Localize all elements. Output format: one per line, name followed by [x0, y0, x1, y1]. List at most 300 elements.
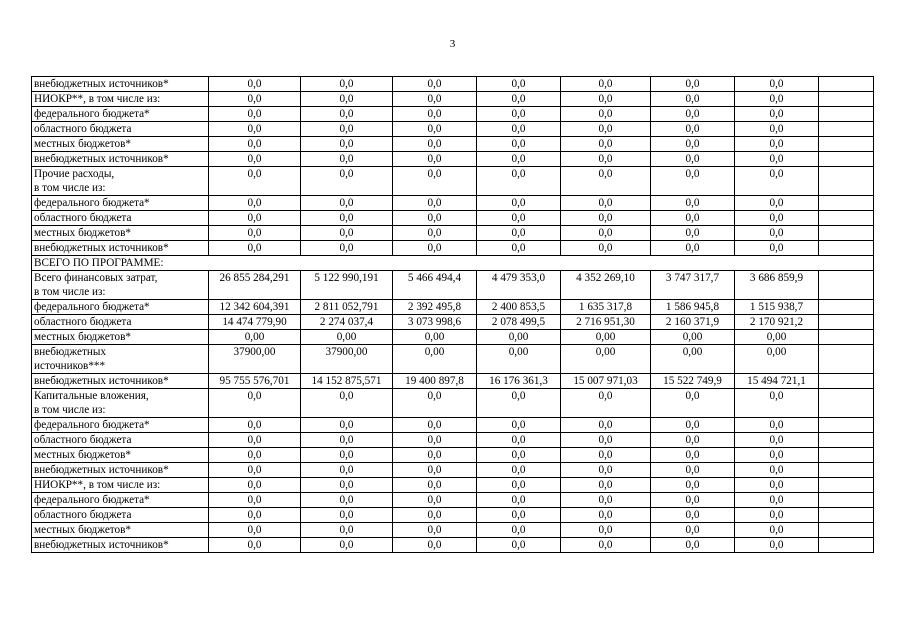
value-cell: 0,00: [301, 330, 393, 345]
value-cell: 0,0: [209, 508, 301, 523]
value-cell: 0,0: [477, 211, 561, 226]
row-label-line: федерального бюджета*: [34, 197, 150, 209]
row-label-line: Капитальные вложения,: [34, 390, 149, 402]
value-cell: 0,0: [561, 92, 651, 107]
row-label-line: федерального бюджета*: [34, 419, 150, 431]
row-label-line: НИОКР**, в том числе из:: [34, 479, 161, 491]
value-cell: [819, 92, 874, 107]
value-cell: 0,0: [651, 418, 735, 433]
row-label-line: местных бюджетов*: [34, 138, 132, 150]
value-cell: 0,0: [735, 152, 819, 167]
row-label: [32, 152, 209, 167]
value-cell: 0,0: [209, 137, 301, 152]
value-cell: 0,0: [735, 523, 819, 538]
table-row: [32, 345, 874, 374]
value-cell: 0,0: [301, 167, 393, 196]
row-label: [32, 137, 209, 152]
value-cell: 0,0: [209, 241, 301, 256]
table-row: [32, 167, 874, 196]
value-cell: 0,0: [561, 508, 651, 523]
value-cell: 0,0: [477, 77, 561, 92]
row-label-line: областного бюджета: [34, 509, 132, 521]
value-cell: 0,0: [209, 389, 301, 418]
value-cell: 0,0: [651, 211, 735, 226]
value-cell: 0,0: [651, 122, 735, 137]
row-label-line: внебюджетных источников*: [34, 539, 169, 551]
value-cell: 0,0: [735, 122, 819, 137]
value-cell: 3 073 998,6: [393, 315, 477, 330]
value-cell: [819, 389, 874, 418]
table-row: [32, 538, 874, 553]
value-cell: [819, 345, 874, 374]
value-cell: 0,0: [651, 523, 735, 538]
value-cell: 0,0: [393, 478, 477, 493]
value-cell: 0,0: [735, 433, 819, 448]
value-cell: 0,0: [477, 92, 561, 107]
value-cell: 0,0: [301, 389, 393, 418]
value-cell: 2 274 037,4: [301, 315, 393, 330]
value-cell: 2 392 495,8: [393, 300, 477, 315]
value-cell: 0,0: [209, 478, 301, 493]
value-cell: 0,0: [735, 196, 819, 211]
value-cell: 0,0: [651, 107, 735, 122]
value-cell: 0,00: [477, 345, 561, 374]
value-cell: 0,00: [393, 345, 477, 374]
value-cell: 0,0: [651, 478, 735, 493]
value-cell: 0,0: [735, 448, 819, 463]
value-cell: 0,0: [301, 463, 393, 478]
value-cell: 2 811 052,791: [301, 300, 393, 315]
value-cell: 0,0: [477, 196, 561, 211]
page-number: 3: [449, 38, 456, 50]
value-cell: 0,0: [651, 448, 735, 463]
table-row: [32, 300, 874, 315]
value-cell: [819, 330, 874, 345]
table-row: [32, 196, 874, 211]
section-heading: ВСЕГО ПО ПРОГРАММЕ:: [32, 256, 874, 271]
value-cell: 0,0: [735, 77, 819, 92]
row-label: [32, 271, 209, 300]
value-cell: 0,0: [477, 389, 561, 418]
value-cell: 0,0: [561, 137, 651, 152]
row-label-line: в том числе из:: [34, 404, 106, 416]
value-cell: 0,0: [735, 418, 819, 433]
value-cell: 0,0: [393, 137, 477, 152]
value-cell: 0,0: [209, 448, 301, 463]
row-label-line: внебюджетных источников*: [34, 78, 169, 90]
value-cell: 0,00: [735, 330, 819, 345]
table-row: [32, 448, 874, 463]
value-cell: 0,0: [477, 493, 561, 508]
table-row: [32, 478, 874, 493]
value-cell: [819, 508, 874, 523]
value-cell: 0,0: [301, 92, 393, 107]
value-cell: 0,0: [393, 77, 477, 92]
row-label-line: в том числе из:: [34, 286, 106, 298]
value-cell: 0,0: [301, 152, 393, 167]
row-label: [32, 196, 209, 211]
value-cell: 0,0: [209, 226, 301, 241]
value-cell: [819, 122, 874, 137]
value-cell: [819, 226, 874, 241]
value-cell: 0,0: [301, 418, 393, 433]
value-cell: [819, 418, 874, 433]
table-row: [32, 315, 874, 330]
value-cell: 0,0: [651, 389, 735, 418]
value-cell: 0,0: [393, 433, 477, 448]
value-cell: 0,00: [651, 345, 735, 374]
table-row: [32, 77, 874, 92]
value-cell: 0,0: [561, 122, 651, 137]
value-cell: 1 515 938,7: [735, 300, 819, 315]
value-cell: 0,0: [477, 137, 561, 152]
value-cell: 15 494 721,1: [735, 374, 819, 389]
value-cell: 0,0: [561, 211, 651, 226]
row-label-line: внебюджетных: [34, 346, 106, 358]
value-cell: 0,0: [393, 211, 477, 226]
value-cell: 0,0: [209, 433, 301, 448]
value-cell: 16 176 361,3: [477, 374, 561, 389]
value-cell: [819, 315, 874, 330]
row-label: [32, 389, 209, 418]
value-cell: 0,0: [209, 523, 301, 538]
value-cell: 0,0: [393, 107, 477, 122]
value-cell: 0,0: [393, 122, 477, 137]
table-row: [32, 152, 874, 167]
value-cell: 0,0: [735, 107, 819, 122]
table-row: [32, 211, 874, 226]
row-label: [32, 122, 209, 137]
value-cell: 0,0: [561, 418, 651, 433]
row-label: [32, 77, 209, 92]
row-label: [32, 374, 209, 389]
value-cell: 0,0: [393, 389, 477, 418]
row-label: [32, 523, 209, 538]
row-label-line: областного бюджета: [34, 123, 132, 135]
table-row: [32, 389, 874, 418]
value-cell: [819, 523, 874, 538]
value-cell: 0,0: [735, 167, 819, 196]
value-cell: 0,0: [209, 538, 301, 553]
value-cell: 12 342 604,391: [209, 300, 301, 315]
value-cell: 15 007 971,03: [561, 374, 651, 389]
value-cell: 0,0: [301, 523, 393, 538]
value-cell: 0,0: [477, 478, 561, 493]
value-cell: 0,0: [393, 523, 477, 538]
value-cell: 0,0: [477, 122, 561, 137]
row-label-line: местных бюджетов*: [34, 331, 132, 343]
value-cell: 0,0: [301, 107, 393, 122]
value-cell: 0,0: [209, 196, 301, 211]
value-cell: 0,0: [735, 508, 819, 523]
value-cell: 0,0: [477, 463, 561, 478]
value-cell: 0,00: [209, 330, 301, 345]
value-cell: 0,0: [561, 167, 651, 196]
table-row: [32, 256, 874, 271]
value-cell: 3 686 859,9: [735, 271, 819, 300]
table-row: [32, 330, 874, 345]
value-cell: [819, 300, 874, 315]
value-cell: 0,0: [651, 77, 735, 92]
value-cell: 0,0: [561, 448, 651, 463]
row-label: [32, 538, 209, 553]
value-cell: 0,0: [209, 167, 301, 196]
row-label-line: местных бюджетов*: [34, 227, 132, 239]
row-label: [32, 493, 209, 508]
value-cell: 0,0: [651, 167, 735, 196]
table-row: [32, 271, 874, 300]
value-cell: 0,0: [735, 463, 819, 478]
row-label: [32, 433, 209, 448]
row-label-line: местных бюджетов*: [34, 449, 132, 461]
value-cell: 0,0: [301, 448, 393, 463]
value-cell: 0,0: [561, 196, 651, 211]
row-label-line: в том числе из:: [34, 182, 106, 194]
value-cell: [819, 271, 874, 300]
value-cell: 0,0: [477, 508, 561, 523]
value-cell: 0,0: [561, 107, 651, 122]
value-cell: [819, 493, 874, 508]
value-cell: [819, 374, 874, 389]
value-cell: 0,0: [301, 241, 393, 256]
row-label-line: областного бюджета: [34, 316, 132, 328]
value-cell: 0,00: [561, 330, 651, 345]
value-cell: 0,0: [393, 241, 477, 256]
value-cell: 0,0: [301, 137, 393, 152]
value-cell: 0,0: [651, 196, 735, 211]
value-cell: 0,0: [477, 107, 561, 122]
value-cell: 0,0: [301, 226, 393, 241]
value-cell: 0,0: [301, 538, 393, 553]
value-cell: [819, 77, 874, 92]
table-row: [32, 374, 874, 389]
value-cell: 0,00: [477, 330, 561, 345]
row-label: [32, 241, 209, 256]
value-cell: 0,0: [561, 77, 651, 92]
value-cell: 0,0: [735, 493, 819, 508]
row-label-line: федерального бюджета*: [34, 494, 150, 506]
value-cell: 5 466 494,4: [393, 271, 477, 300]
value-cell: 0,0: [735, 137, 819, 152]
table-row: [32, 523, 874, 538]
value-cell: 0,00: [735, 345, 819, 374]
row-label-line: Прочие расходы,: [34, 168, 115, 180]
value-cell: 0,0: [651, 152, 735, 167]
value-cell: 0,0: [393, 493, 477, 508]
value-cell: 0,0: [561, 478, 651, 493]
value-cell: 0,0: [477, 418, 561, 433]
value-cell: 0,0: [651, 137, 735, 152]
value-cell: 0,0: [209, 107, 301, 122]
row-label: [32, 226, 209, 241]
value-cell: 0,0: [561, 226, 651, 241]
value-cell: 0,0: [393, 448, 477, 463]
value-cell: 0,0: [393, 92, 477, 107]
value-cell: 0,0: [477, 523, 561, 538]
value-cell: 0,0: [209, 77, 301, 92]
row-label: [32, 211, 209, 226]
value-cell: 1 635 317,8: [561, 300, 651, 315]
value-cell: 0,0: [393, 418, 477, 433]
table-row: [32, 107, 874, 122]
row-label-line: внебюджетных источников*: [34, 153, 169, 165]
row-label-line: НИОКР**, в том числе из:: [34, 93, 161, 105]
value-cell: 0,0: [301, 77, 393, 92]
value-cell: 3 747 317,7: [651, 271, 735, 300]
budget-table: [31, 76, 874, 553]
value-cell: 0,0: [561, 523, 651, 538]
row-label: [32, 167, 209, 196]
value-cell: 0,0: [393, 538, 477, 553]
table-row: [32, 418, 874, 433]
value-cell: 2 078 499,5: [477, 315, 561, 330]
value-cell: 0,0: [477, 538, 561, 553]
row-label-line: местных бюджетов*: [34, 524, 132, 536]
value-cell: 0,0: [393, 463, 477, 478]
value-cell: 0,0: [651, 226, 735, 241]
value-cell: 0,0: [477, 241, 561, 256]
value-cell: 95 755 576,701: [209, 374, 301, 389]
row-label-line: федерального бюджета*: [34, 108, 150, 120]
value-cell: 0,0: [735, 92, 819, 107]
row-label: [32, 345, 209, 374]
value-cell: 0,0: [209, 463, 301, 478]
value-cell: 26 855 284,291: [209, 271, 301, 300]
row-label: [32, 478, 209, 493]
value-cell: 0,0: [301, 122, 393, 137]
value-cell: 0,0: [393, 152, 477, 167]
value-cell: 2 716 951,30: [561, 315, 651, 330]
value-cell: 0,0: [561, 538, 651, 553]
value-cell: 0,0: [651, 241, 735, 256]
value-cell: 0,0: [651, 463, 735, 478]
table-row: [32, 433, 874, 448]
row-label-line: источников***: [34, 360, 106, 372]
value-cell: 0,0: [393, 196, 477, 211]
value-cell: 0,0: [651, 92, 735, 107]
value-cell: [819, 167, 874, 196]
value-cell: 0,0: [301, 433, 393, 448]
value-cell: 0,0: [651, 508, 735, 523]
value-cell: [819, 152, 874, 167]
value-cell: 0,0: [393, 167, 477, 196]
value-cell: 0,0: [209, 122, 301, 137]
value-cell: 0,0: [651, 538, 735, 553]
value-cell: 0,0: [561, 493, 651, 508]
value-cell: 37900,00: [209, 345, 301, 374]
row-label: [32, 107, 209, 122]
row-label-line: областного бюджета: [34, 212, 132, 224]
value-cell: 0,0: [735, 389, 819, 418]
table-row: [32, 137, 874, 152]
row-label: [32, 300, 209, 315]
value-cell: 0,0: [301, 508, 393, 523]
value-cell: 0,0: [735, 538, 819, 553]
value-cell: 0,0: [735, 226, 819, 241]
value-cell: 14 152 875,571: [301, 374, 393, 389]
table-row: [32, 463, 874, 478]
value-cell: 0,00: [561, 345, 651, 374]
row-label-line: внебюджетных источников*: [34, 242, 169, 254]
value-cell: [819, 211, 874, 226]
value-cell: 1 586 945,8: [651, 300, 735, 315]
value-cell: [819, 478, 874, 493]
row-label-line: областного бюджета: [34, 434, 132, 446]
value-cell: 0,0: [477, 448, 561, 463]
value-cell: 0,0: [651, 493, 735, 508]
value-cell: 0,0: [561, 241, 651, 256]
row-label: [32, 418, 209, 433]
row-label: [32, 315, 209, 330]
value-cell: 0,0: [651, 433, 735, 448]
value-cell: 0,0: [477, 152, 561, 167]
value-cell: 14 474 779,90: [209, 315, 301, 330]
value-cell: 2 170 921,2: [735, 315, 819, 330]
value-cell: 15 522 749,9: [651, 374, 735, 389]
value-cell: 0,0: [561, 463, 651, 478]
row-label: [32, 92, 209, 107]
row-label: [32, 463, 209, 478]
value-cell: 0,00: [651, 330, 735, 345]
value-cell: 0,0: [477, 226, 561, 241]
value-cell: [819, 538, 874, 553]
value-cell: [819, 241, 874, 256]
value-cell: 0,0: [393, 226, 477, 241]
value-cell: [819, 433, 874, 448]
table-row: [32, 92, 874, 107]
value-cell: 0,0: [477, 167, 561, 196]
value-cell: 0,0: [209, 152, 301, 167]
value-cell: 4 479 353,0: [477, 271, 561, 300]
value-cell: 0,0: [209, 211, 301, 226]
value-cell: [819, 107, 874, 122]
value-cell: 0,0: [735, 241, 819, 256]
value-cell: 0,0: [735, 478, 819, 493]
value-cell: 5 122 990,191: [301, 271, 393, 300]
value-cell: 4 352 269,10: [561, 271, 651, 300]
row-label-line: Всего финансовых затрат,: [34, 272, 158, 284]
value-cell: 2 400 853,5: [477, 300, 561, 315]
row-label-line: внебюджетных источников*: [34, 464, 169, 476]
row-label: [32, 448, 209, 463]
value-cell: 0,0: [209, 493, 301, 508]
table-row: [32, 508, 874, 523]
row-label-line: внебюджетных источников*: [34, 375, 169, 387]
value-cell: 19 400 897,8: [393, 374, 477, 389]
value-cell: 0,0: [301, 211, 393, 226]
value-cell: 0,0: [735, 211, 819, 226]
value-cell: 37900,00: [301, 345, 393, 374]
value-cell: 0,0: [561, 433, 651, 448]
value-cell: 0,00: [393, 330, 477, 345]
value-cell: 0,0: [477, 433, 561, 448]
value-cell: [819, 448, 874, 463]
value-cell: 0,0: [301, 196, 393, 211]
value-cell: 0,0: [301, 493, 393, 508]
table-row: [32, 122, 874, 137]
table-row: [32, 493, 874, 508]
value-cell: 0,0: [209, 92, 301, 107]
budget-table-body: [32, 77, 874, 553]
value-cell: [819, 196, 874, 211]
row-label: [32, 330, 209, 345]
value-cell: 0,0: [393, 508, 477, 523]
table-row: [32, 241, 874, 256]
row-label-line: федерального бюджета*: [34, 301, 150, 313]
value-cell: [819, 463, 874, 478]
row-label: [32, 508, 209, 523]
value-cell: 0,0: [561, 152, 651, 167]
